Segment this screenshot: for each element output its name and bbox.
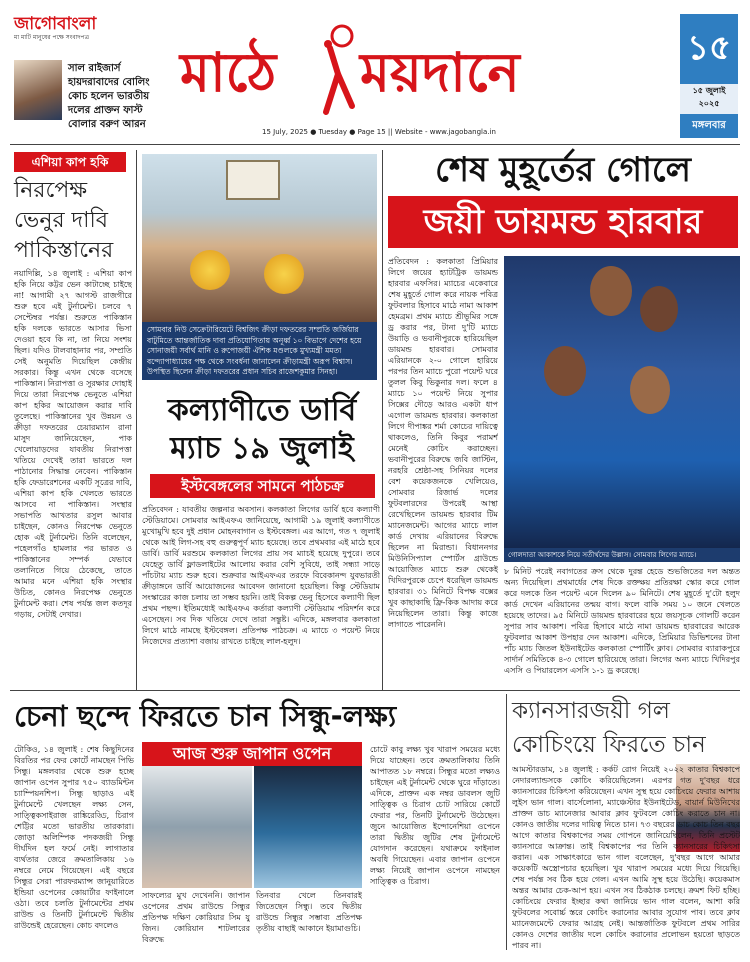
chess-felicitation-photo — [142, 154, 377, 322]
vangaal-story-body: আমস্টারডাম, ১৪ জুলাই : কর্কট রোগ নিয়েই ২০২২ কাতার বিশ্বকাপে নেদারল্যান্ডসকে কোচিং করিয়েছিলেন। এরপর গত দু'বছর ধরে ক্যানসারের চিকিৎসা করিয়েছেন। এখন সুস্থ হয়ে কোচিংয়ে ফেরার আশায় লুইস ভান গাল। বার্সেলোনা, ম্যাঞ্চেস্টার ইউনাইটেড, বায়ার্ন মিউনিখের প্রাক্তন ডাচ ম্যানেজার আবার ক্লাব ফুটবলে কোচিং করাতে চান না। কোনও জাতীয় দলের দায়িত্ব নিতে চান। ৭৩ বছরের ডাচ কোচ তিন বছর আগে কাতার বিশ্বকাপের সময় গোপনে জানিয়েছিলেন, তিনি প্রস্টেট ক্যানসারে আক্রান্ত। তাই বিশ্বকাপের পর তিনি ক্যানসারের চিকিৎসা করান। এক সাক্ষাৎকারে ভান গাল বলেছেন, দু'বছর আগে আমার কয়েকটি অস্ত্রোপচার হয়েছিল। খুব খারাপ সময়ের মধ্যে দিয়ে গিয়েছি। শেষ পর্যন্ত সব ঠিক হয়ে গেল। এখন আমি সুস্থ হয়ে উঠেছি। কয়েকমাস অন্তর আমার চেক-আপ হয়। এখন সব ঠিকঠাক চলছে। ক্রমশ ফিট হচ্ছি। কোচিংয়ে ফেরার ইচ্ছার কথা জানিয়ে ভান গাল বলেন, আশা করি ফুটবলের সবোর্চ্চ স্তরে কোচিং করানোর আবার সুযোগ পাব। তবে ক্লাব ম্যানেজমেন্টে ফেরার আগ্রহ নেই। আন্তর্জাতিক ফুটবলে প্রথম সারির কোনও দেশের জাতীয় দলে কোচিং করানোর প্রলোভন হয়তো ছাড়তে পারব না। — [512, 765, 740, 950]
badminton-headline: চেনা ছন্দে ফিরতে চান সিন্ধু-লক্ষ্য — [14, 699, 397, 733]
derby-headline: কল্যাণীতে ডার্বি ম্যাচ ১৯ জুলাই — [167, 393, 357, 466]
celebration-photo-caption: গোলদাতা আকাশকে নিয়ে সতীর্থদের উল্লাস। সোমবার লিগের ম্যাচে। — [504, 548, 740, 562]
player-head-4 — [630, 366, 670, 414]
date-box: ১৫ জুলাই ২০২৫ — [680, 84, 738, 114]
weekday-box: মঙ্গলবার — [680, 114, 738, 138]
football-player-icon — [308, 24, 360, 116]
player-head-1 — [590, 266, 632, 316]
sindhu-photo — [142, 766, 252, 888]
mid-page-rule — [10, 690, 740, 691]
derby-subhead: ইস্টবেঙ্গলের সামনে পাঠচক্র — [150, 474, 375, 498]
lead-headline-line2: জয়ী ডায়মন্ড হারবার — [388, 196, 738, 248]
teaser-text: সাল রাইজার্স হায়দরাবাদের বোলিং কোচ হলেন ভারতীয় দলের প্রাক্তন ফাস্ট বোলার বরুণ আরন — [68, 63, 150, 130]
varun-aaron-photo — [14, 60, 62, 120]
celebration-photo — [504, 256, 740, 548]
left-col-divider — [136, 150, 137, 690]
page-number: ১৫ — [686, 28, 732, 68]
masthead-rule — [10, 144, 740, 145]
flowers-icon — [190, 250, 230, 290]
logo-left-text: মাঠে — [180, 40, 277, 104]
lakshya-caption-text: তিনবার খেলে তিনবারই জিতেছেন সিন্ধু। তবে দ্বিতীয় রাউন্ডে সিন্ধুর সম্ভাব্য প্রতিপক্ষ তৃতীয় বাছাই আকানে ইয়ামাগুচি। — [256, 891, 362, 933]
pakistan-headline: নিরপেক্ষ ভেনুর দাবি পাকিস্তানের — [14, 178, 114, 263]
dateline: 15 July, 2025 ● Tuesday ● Page 15 || Website - www.jagobangla.in — [262, 128, 496, 136]
player-head-3 — [544, 346, 586, 396]
pakistan-story-body: নয়াদিল্লি, ১৪ জুলাই : এশিয়া কাপ হকি নিয়ে কট্টর ভেন কাটাচ্ছে চাইছে না! আগামী ২৭ আগস্ট রাজগীরে শুরু হবে এই টুর্নামেন্ট। চলবে ৭ সেপ্টেম্বর পর্যন্ত। শুরুতে পাকিস্তান হকি দলকে ভারতে আসার ভিসা দেওয়া হবে কি না, তা নিয়ে সংশয় ছিল। যদিও টালবাহানার পর, সম্প্রতি সেই অনুমতি দিয়েছিল কেন্দ্রীয় সরকার। কিন্তু এখন থেকে বসেছে পাকিস্তান। নিরাপত্তা ও সুরক্ষার দোহাই দিয়ে তারা নিরপেক্ষ ভেনুতে এশিয়া কাপ হকির আয়োজন করার দাবি তুলেছে। পাকিস্তানের খুব উন্নয়ন ও ক্রীড়া দফতরের চেয়ারম্যান রানা মাসুদ জানিয়েছেন, পাক খেলোয়াড়দের যাবতীয় নিরাপত্তা খতিয়ে দেখেই তারা ভারতে দল পাঠানোর সিদ্ধান্ত নেবেন। পাকিস্তান হকি ফেডারেশনের একটি সূত্রের দাবি, এশিয়া কাপ হকি খেলতে ভারতে আসবে না পাকিস্তান। সংস্থার সভাপতি আখতার রসুল আবার চাইছেন, কোনও নিরপেক্ষ ভেনুতে হোক এই টুর্নামেন্ট। তিনি বলেছেন, পহেলগাঁও হামলার পর ভারত ও পাকিস্তানের সম্পর্ক যেভাবে তলানিতে গিয়ে ঠেকেছে, তাতে আমার মনে এশিয়া হকি সংস্থার উচিত, কোনও নিরপেক্ষ ভেনুতে টুর্নামেন্ট করা। শেষ পর্যন্ত জল কতদূর গড়ায়, সেটাই দেখার। — [14, 269, 132, 619]
masthead-logo — [180, 22, 580, 122]
chess-photo-caption: সোমবার নিউ সেক্রেটারিয়েটে বিশ্বজিৎ ক্রীড়া দফতরের সম্প্রতি জর্জিয়ার বাটুমিতে আন্তর্জাতিক দাবা প্রতিযোগিতায় অনূর্ধ্ব ১০ বিভাগে দেশের হয়ে সোনাজয়ী সর্বার্থ মানি ও রুপোজয়ী ঐশিক মণ্ডলকে মুখ্যমন্ত্রী মমতা বন্দ্যোপাধ্যায়ের পক্ষ থেকে সংবর্ধনা জানালেন ক্রীড়ামন্ত্রী অরূপ বিশ্বাস। উপস্থিত ছিলেন ক্রীড়া দফতরের প্রধান সচিব রাজেশকুমার সিনহা। — [142, 322, 377, 380]
logo-right-text: ময়দানে — [360, 40, 520, 104]
lakshya-photo — [254, 766, 362, 888]
bottom-col-divider — [506, 694, 507, 950]
jagobangla-logo: জাগোবাংলা মা মাটি মানুষের পক্ষে সংবাদপত্র — [14, 14, 97, 41]
badminton-body-col3: চোটে কাবু লক্ষ্য খুব খারাপ সময়ের মধ্যে দিয়ে যাচ্ছেন। তবে ক্রমতালিকায় তিনি আপাতত ১৮ নম্বরে। সিন্ধুর মতো লক্ষ্যও চাইছেন এই টুর্নামেন্ট থেকে ঘুরে দাঁড়াতে। এদিকে, প্রাক্তন এক নম্বর ডাবলস জুটি সাত্ত্বিক ও চিরাগ চোট সারিয়ে কোর্টে ফেরার পর, তিনটি টুর্নামেন্টে উঠেছেন। জুনে আয়োজিত ইন্দোনেশিয়া ওপেনে তারা দ্বিতীয় জুটির শেষ টুর্নামেন্টে যোগদান করেছেন। যথাক্রমে ফাইনাল অবধি গিয়েছেন। এবার জাপান ওপেনে লক্ষ্য নিয়েই জাপান ওপেনে নামছেন সাত্ত্বিক ও চিরাগ। — [370, 745, 500, 886]
flowers-icon-2 — [264, 254, 304, 294]
lead-headline-line1: শেষ মুহূর্তের গোলে — [435, 150, 691, 190]
player-head-2 — [640, 286, 678, 332]
photo-frame-icon — [226, 160, 280, 200]
sindhu-caption-text: সাফল্যের মুখ দেখেননি। জাপান ওপেনের প্রথম রাউন্ডে সিন্ধুর প্রতিপক্ষ দক্ষিণ কোরিয়ার সিম যু জিন। কোরিয়ান শাটলারের বিরুদ্ধে — [142, 891, 250, 944]
badminton-body-col1: টোকিও, ১৪ জুলাই : শেষ কিছুদিনের বিরতির পর ফের কোর্টে নামছেন পিভি সিন্ধু। মঙ্গলবার থেকে শুরু হচ্ছে জাপান ওপেন সুপার ৭৫০ ব্যাডমিন্টন চ্যাম্পিয়নশিপ। সিন্ধু ছাড়াও এই টুর্নামেন্টে খেলছেন লক্ষ্য সেন, সাত্ত্বিকসাইরাজ রাঙ্কিরেড্ডি, চিরাগ শেট্টির মতো ভারতীয় তারকারা। জোড়া অলিম্পিক পদকজয়ী সিন্ধু দীর্ঘদিন হল ফর্মে নেই। লাগাতার ব্যর্থতার জেরে ক্রমতালিকায় ১৬ নম্বরে নেমে গিয়েছেন। এই বছরে সিন্ধুর সেরা পারফরম্যান্স জানুয়ারিতে ইন্ডিয়া ওপেনের কোয়ার্টার ফাইনালে ওঠা। তবে চলতি টুর্নামেন্টের প্রথম রাউন্ড ও তিনটি টুর্নামেন্টে দ্বিতীয় রাউন্ডেই হেরেছেন। কোচ বদলেও — [14, 745, 134, 930]
vangaal-headline-line2: কোচিংয়ে ফিরতে চান — [512, 732, 706, 758]
centre-col-divider — [382, 150, 383, 690]
lead-story-body-continued: ৮ মিনিট পরেই নবাগতের ক্রস থেকে দুরন্ত হেডে শুভজিতের দল অন্তত অন্য দিয়েছিল। প্রথমার্ধের শেষ দিকে রক্তক্ষয় প্রতিরক্ষা স্কোর করে গোল করে দলকে তিন পয়েন্ট এনে দিলেন ৯০ মিনিটে। শেষ মুহূর্তে দু'টো হলুদ কার্ড দেখেন এরিয়ানের তন্ময় বাগ। ফলে বাকি সময় ১০ জনে খেলতে হয়েছে তাদের। ৯৫ মিনিটে ডায়মন্ড হারবারের হয়ে জয়সূচক গোলটি করেন সুপার সাব আকাশ। পবিত্র হিসাবে মাঠে নামা ডায়মন্ড হারবারের আরেক ফুটবলার আকাশ উপহার দেন আকাশ। এদিকে, প্রিমিয়ার ডিভিশনের টানা পাঁচ ম্যাচ জিতল ইউনাইটেড কলকাতা স্পোর্টিং ক্লাব। সোমবার ব্যারাকপুরে সার্দার্ন সমিতিকে ৪-৩ গোলে হারিয়েছে তারা। লিগের অন্য ম্যাচে খিদিরপুর এসসি ও পিয়ারলেস এসসি ১-১ ড্র করেছে। — [504, 567, 740, 675]
asia-cup-kicker: এশিয়া কাপ হকি — [14, 152, 126, 172]
derby-story-body: প্রতিবেদন : যাবতীয় জল্পনার অবসান। কলকাতা লিগের ডার্বি হবে কল্যাণী স্টেডিয়ামে। সোমবার আইএফএ জানিয়েছে, আগামী ১৯ জুলাই কল্যাণীতে মুখোমুখি হবে দুই প্রধান মোহনবাগান ও ইস্টবেঙ্গল। এর আগে, গত ৭ জুলাই থেকে আই লিগ-সহ বহু গুরুত্বপূর্ণ ম্যাচ হয়েছে। তবে প্রথমবার এই মাঠে হবে ডার্বি। ডার্বি মরশুমে কলকাতা লিগের প্রায় সব ম্যাচই হয়েছে দুপুরে। তবে যেহেতু ডার্বি ফ্লাডলাইটের আলোয় করার বেশি সুবিধে, তাই সন্ধ্যা সাড়ে পাঁচটায় ম্যাচ শুরু হবে। শুক্রবার আইএফএর তরফে বিবেকানন্দ যুবভারতী ক্রীড়াঙ্গনে ডার্বি আয়োজনের আবেদন জানানো হয়েছিল। কিন্তু স্টেডিয়াম সংস্কারের কাজ চলায় তা সম্ভব হয়নি। তাই বিকল্প ভেনু হিসেবে কল্যাণী ছিল প্রথম পছন্দ। ইতিমধ্যেই আইএফএ কর্তারা কল্যাণী স্টেডিয়াম পরিদর্শন করে এসেছেন। সব দিক খতিয়ে দেখে তারা সন্তুষ্ট। এদিকে, মঙ্গলবার কলকাতা লিগে মাঠে নামছে ইস্টবেঙ্গল। প্রতিপক্ষ পাঠচক্র। এ ম্যাচে ৩ পয়েন্ট নিয়ে নিজেদের প্রত্যাশা বজায় রাখতে চাইছে লাল-হলুদ। — [142, 505, 380, 646]
page-number-box — [680, 14, 738, 84]
japan-open-banner: আজ শুরু জাপান ওপেন — [142, 742, 362, 766]
vangaal-headline-line1: ক্যানসারজয়ী গল — [512, 698, 670, 724]
lead-story-body: প্রতিবেদন : কলকাতা প্রিমিয়ার লিগে জয়ের হ্যাটট্রিক ডায়মন্ড হারবার এফসির। ম্যাচের একেবারে শেষ মুহূর্তে গোল করে নায়ক পবিত্র ফুটবলার হিসাবে মাঠে নামা আকাশ হেমব্রম। প্রথম ম্যাচে শ্রীভূমির সঙ্গে ড্র করার পর, টানা দু'টি ম্যাচে উয়াড়ি ও ভবানীপুরকে হারিয়েছিল ডায়মন্ড হারবার। সোমবার এরিয়ানকে ২-০ গোলে হারিয়ে পরপর তিন ম্যাচে পুরো পয়েন্ট ঘরে তুলল কিবু ভিকুনার দল। ফলে ৪ ম্যাচে ১০ পয়েন্ট নিয়ে সুপার সিক্সের দৌড়ে আরও একটা ধাপ এগোল ডায়মন্ড হারবার। কলকাতা লিগে দীপাঙ্কর শর্মা কোচের দায়িত্বে থাকলেও, তিনি কিবুর পরামর্শ মেনেই কোচিং করাচ্ছেন। ভবানীপুরের বিরুদ্ধে জবি জাস্টিন, নরহরি শ্রেষ্ঠা-সহ সিনিয়র দলের বেশ কয়েকজনকে খেলিয়েও, সোমবার রিজার্ভ দলের ফুটবলারদের উপরেই আস্থা রেখেছিলেন ডায়মন্ড হারবার টিম ম্যানেজমেন্ট। আগের ম্যাচে লাল কার্ড দেখায় এরিয়ানের বিরুদ্ধে ছিলেন না মিরান্ডা। বিধাননগর মিউনিসিপ্যাল স্পোর্টস গ্রাউন্ডে আয়োজিত ম্যাচে শুরু থেকেই খিদিরপুরকে চেপে ধরেছিল ডায়মন্ড হারবার। ৩১ মিনিটে বিপক্ষ বক্সের খুব কাছাকাছি ফ্রি-কিক আদায় করে নিয়েছিলেন তারা। কিন্তু কাজে লাগাতে পারেননি। — [388, 257, 498, 629]
